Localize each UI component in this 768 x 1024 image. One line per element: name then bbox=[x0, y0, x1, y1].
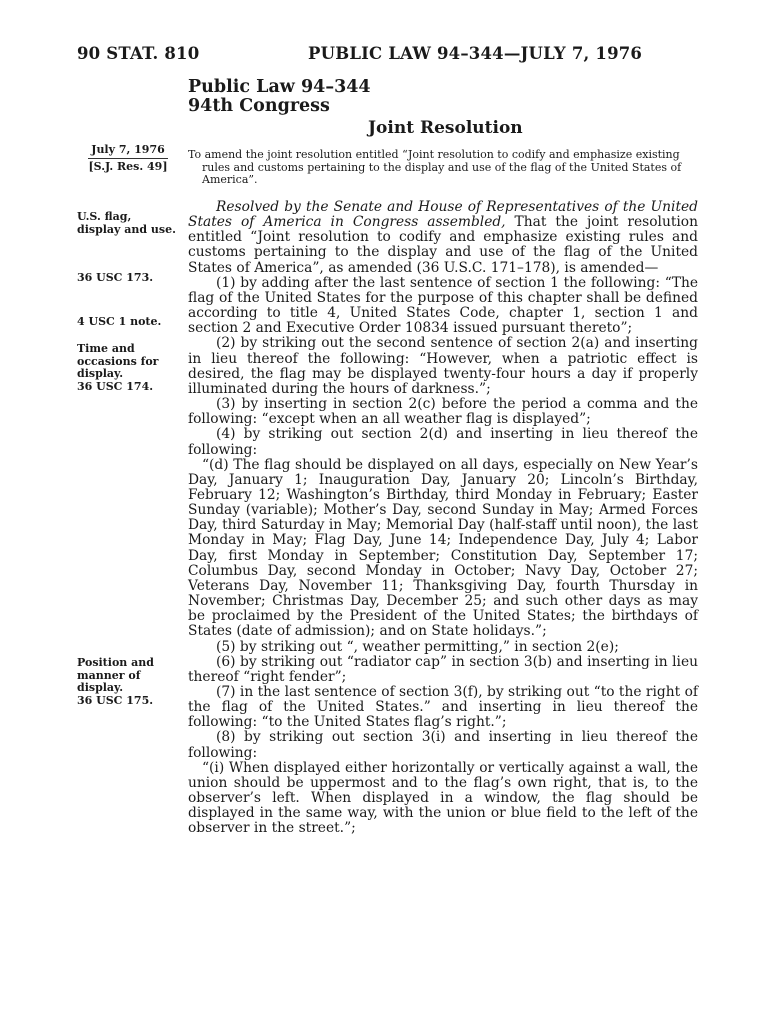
amendment-4-quote: “(d) The flag should be displayed on all days, especially on New Year’s Day, January 1; Inauguration Day, January 20; Lincoln’s Birthday, February 12; Washington’s Birthday, third Monday in February; Easter Sunday (variable); Mother’s Day, second Sunday in May; Armed Forces Day, third Saturday in May; Memorial Day (half-staff until noon), the last Monday in May; Flag Day, June 14; Independence Day, July 4; Labor Day, first Monday in September; Constitution Day, September 17; Columbus Day, second Monday in October; Navy Day, October 27; Veterans Day, November 11; Thanksgiving Day, fourth Thursday in November; Christmas Day, December 25; and such other days as may be proclaimed by the President of the United States; the birthdays of States (date of admission); and on State holidays.”; bbox=[188, 456, 698, 640]
congress-number: 94th Congress bbox=[188, 96, 330, 116]
amendment-1: (1) by adding after the last sentence of section 1 the following: “The flag of the United States for the purpose of this chapter shall be defined according to title 4, United States Code, chapter 1, section 1 and section 2 and Executive Order 10834 issued pursuant thereto”; bbox=[188, 274, 698, 337]
resolution-body bbox=[188, 200, 698, 837]
margin-note-citation: 36 USC 174. bbox=[77, 379, 154, 393]
purpose-statement: To amend the joint resolution entitled “Joint resolution to codify and emphasize existing rules and customs pertaining to the display and use of the flag of the United States of America”. bbox=[188, 148, 682, 186]
margin-note-time-occasions bbox=[77, 343, 177, 393]
margin-note-position-manner bbox=[77, 657, 177, 707]
margin-note-4-usc-1: 4 USC 1 note. bbox=[77, 315, 162, 328]
amendment-5: (5) by striking out “, weather permitting,” in section 2(e); bbox=[216, 638, 619, 655]
amendment-8: (8) by striking out section 3(i) and inserting in lieu thereof the following: bbox=[188, 729, 698, 761]
amendment-2: (2) by striking out the second sentence of section 2(a) and inserting in lieu thereof the following: “However, when a patriotic effect is desired, the flag may be displayed twenty-four hours a day if properly illuminated during the hours of darkness.”; bbox=[188, 335, 698, 397]
enactment-date: July 7, 1976 bbox=[88, 142, 168, 159]
running-header: PUBLIC LAW 94–344—JULY 7, 1976 bbox=[308, 44, 643, 63]
margin-note-text: Position and manner of display. bbox=[77, 656, 154, 694]
amendment-4: (4) by striking out section 2(d) and inserting in lieu thereof the following: bbox=[188, 426, 698, 458]
date-block bbox=[88, 142, 168, 175]
resolution-number: [S.J. Res. 49] bbox=[88, 160, 168, 173]
margin-note-36-usc-173: 36 USC 173. bbox=[77, 271, 154, 284]
enacting-text: That the joint resolution entitled “Joint resolution to codify and emphasize existing rules and customs pertaining to the display and use of the flag of the United States of America”, as amended (36 U.S.C. 171–178), is amended— bbox=[188, 214, 698, 276]
law-title bbox=[188, 78, 371, 116]
amendment-8-quote: “(i) When displayed either horizontally or vertically against a wall, the union should be uppermost and to the flag’s own right, that is, to the observer’s left. When displayed in a window, the flag should be displayed in the same way, with the union or blue field to the left of the observer in the street.”; bbox=[188, 759, 698, 837]
amendment-6: (6) by striking out “radiator cap” in section 3(b) and inserting in lieu thereof “right fender”; bbox=[188, 653, 698, 685]
amendment-7: (7) in the last sentence of section 3(f), by striking out “to the right of the flag of the United States.” and inserting in lieu thereof the following: “to the United States flag’s right.”; bbox=[188, 684, 698, 731]
enacting-clause bbox=[188, 200, 698, 276]
document-type-heading: Joint Resolution bbox=[368, 118, 523, 138]
margin-note-citation: 36 USC 175. bbox=[77, 693, 154, 707]
amendment-3: (3) by inserting in section 2(c) before the period a comma and the following: “except when an all weather flag is displayed”; bbox=[188, 396, 698, 428]
page-stat-number: 90 STAT. 810 bbox=[77, 44, 200, 63]
enacting-formula: Resolved by the Senate and House of Representatives of the United States of America in Congress assembled, bbox=[188, 199, 698, 231]
public-law-number: Public Law 94–344 bbox=[188, 77, 371, 97]
margin-note-text: Time and occasions for display. bbox=[77, 342, 159, 380]
margin-note-flag-display: U.S. flag, display and use. bbox=[77, 210, 176, 236]
